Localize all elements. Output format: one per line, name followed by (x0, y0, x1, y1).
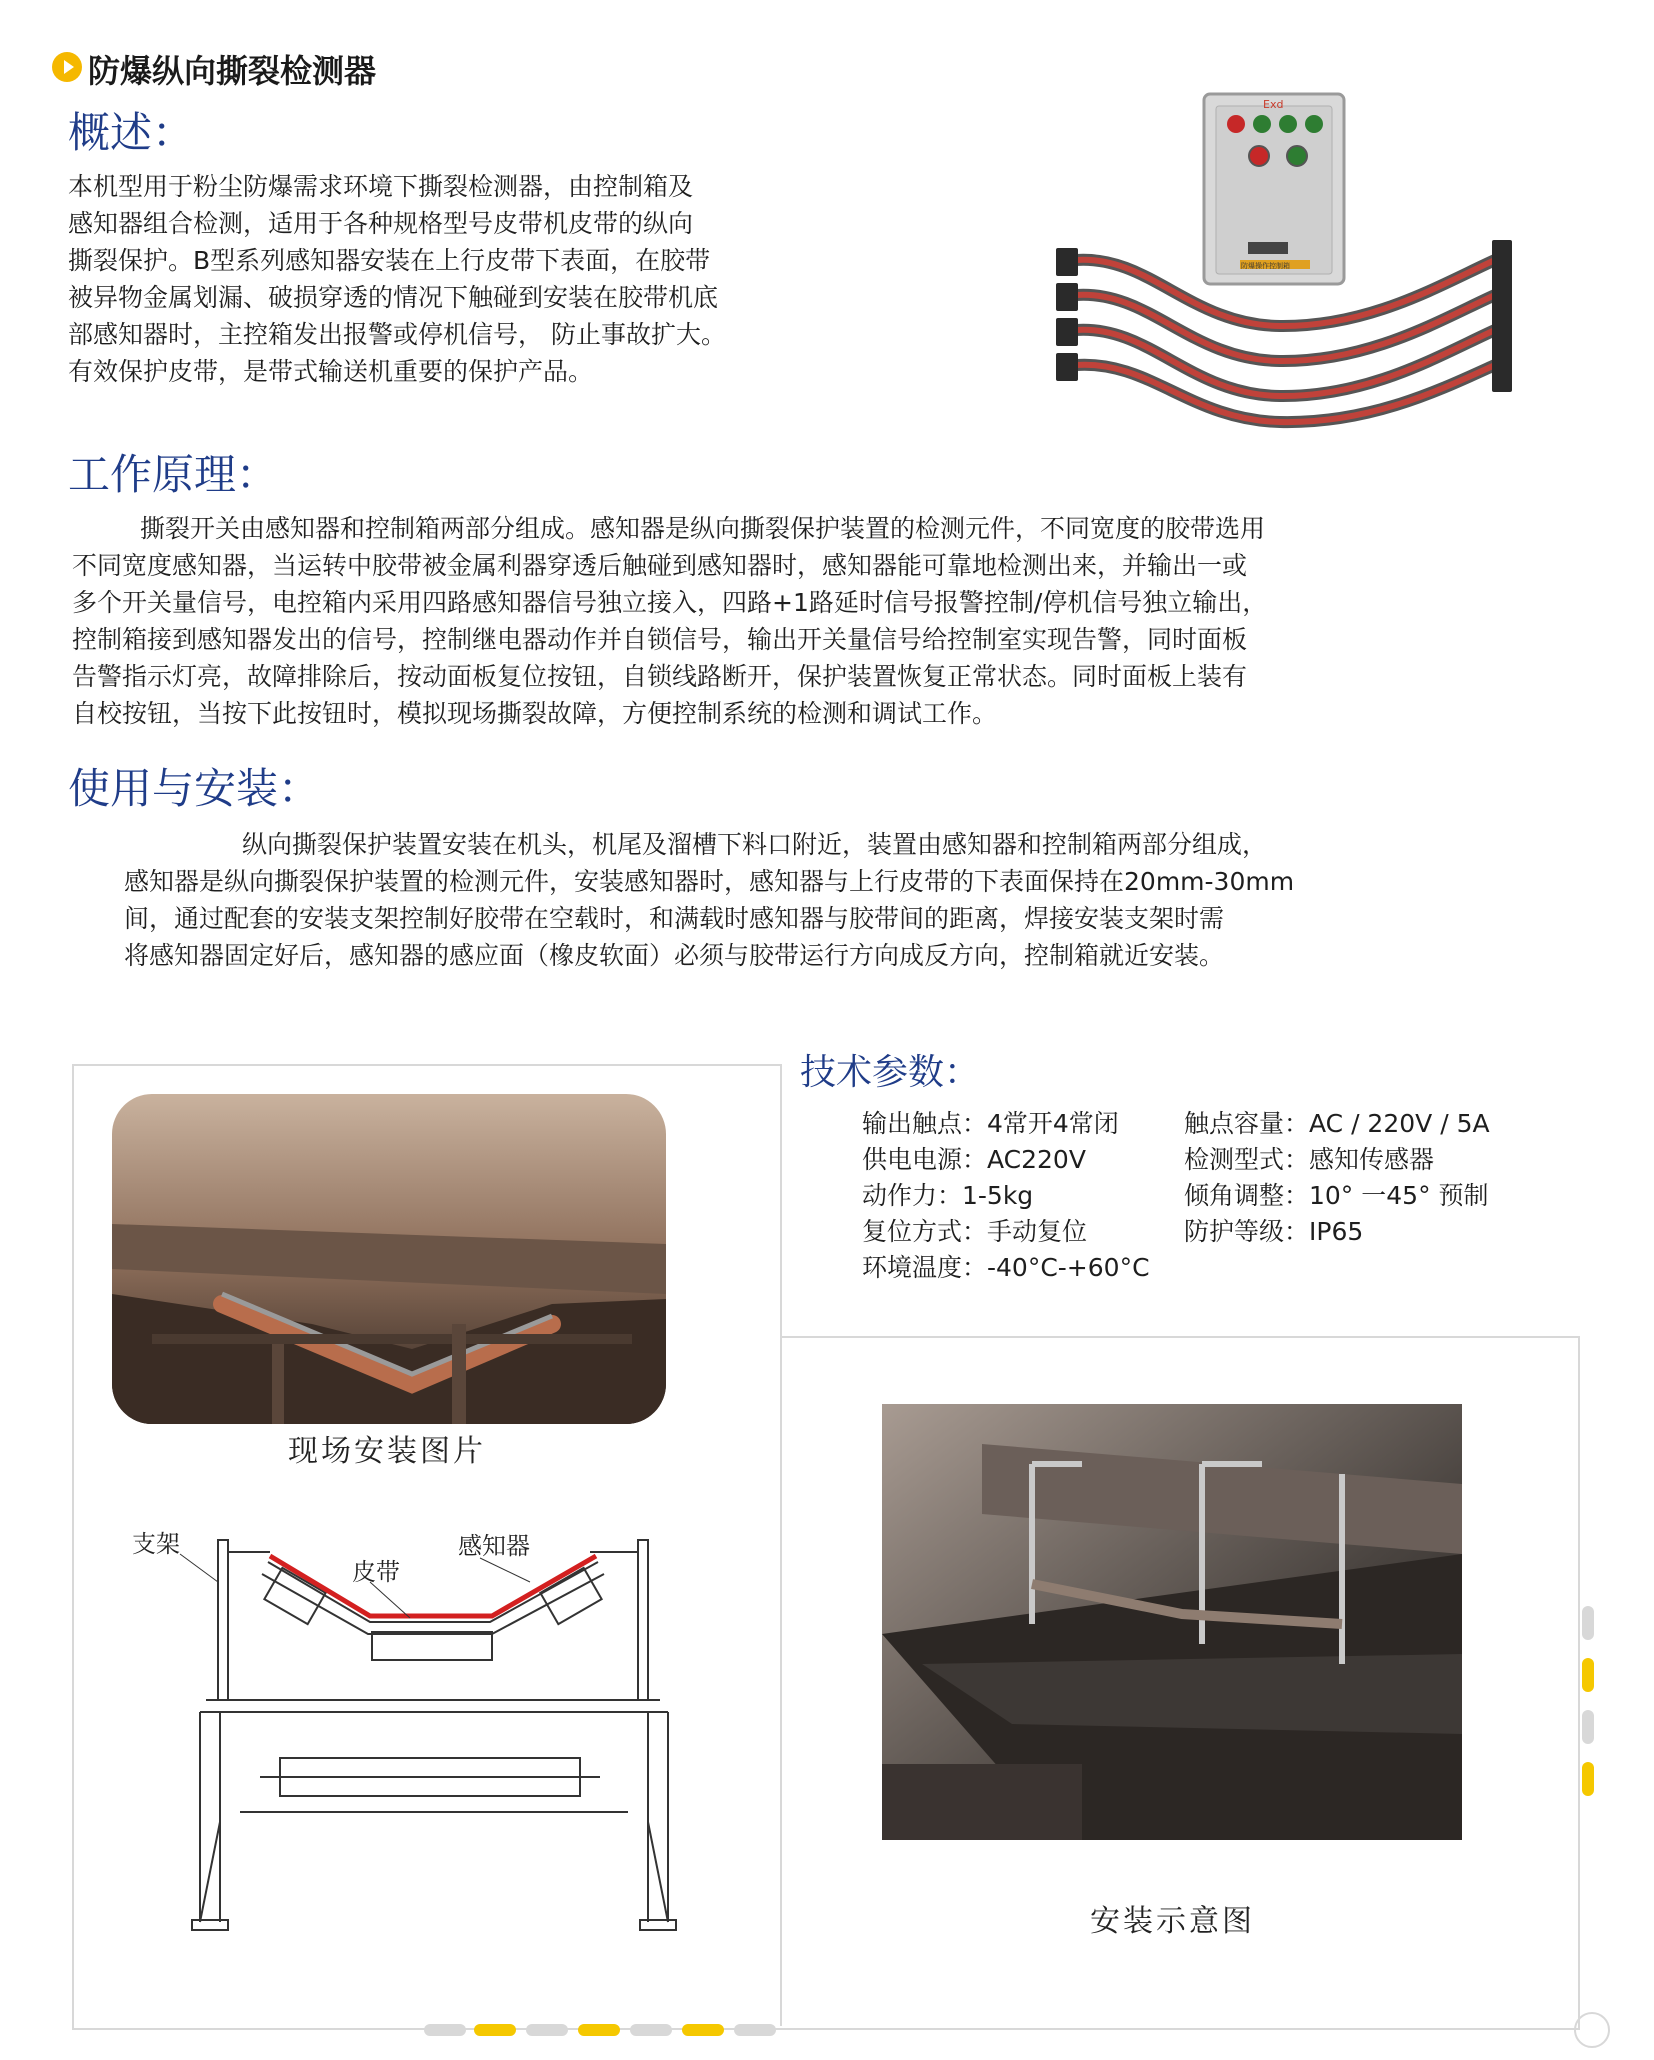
site-installation-photo (112, 1094, 666, 1424)
site-photo-caption: 现场安装图片 (288, 1434, 486, 1469)
bottom-dash-3 (526, 2024, 568, 2036)
bottom-dash-7 (734, 2024, 776, 2036)
mounting-diagram (120, 1522, 680, 1942)
side-dash-3 (1582, 1710, 1594, 1744)
box-plate-text: 防爆操作控制箱 (1241, 262, 1290, 270)
overview-text: 本机型用于粉尘防爆需求环境下撕裂检测器，由控制箱及 感知器组合检测，适用于各种规格型号皮带机皮带的纵向 撕裂保护。B型系列感知器安装在上行皮带下表面，在胶带 被异物金属划漏、破损穿透的情况下触碰到安装在胶带机底 部感知器时，主控箱发出报警或停机信号， 防止事故扩大。 有效保护皮带，是带式输送机重要的保护产品。 (68, 172, 726, 386)
bottom-dash-4 (578, 2024, 620, 2036)
product-image (1040, 90, 1530, 430)
page-title: 防爆纵向撕裂检测器 (88, 52, 377, 90)
specs-left-column: 输出触点：4常开4常闭 供电电源：AC220V 动作力：1-5kg 复位方式：手动复位 环境温度：-40°C-+60°C (862, 1109, 1150, 1282)
corner-circle (1574, 2012, 1610, 2048)
principle-text: 撕裂开关由感知器和控制箱两部分组成。感知器是纵向撕裂保护装置的检测元件，不同宽度的胶带选用 不同宽度感知器，当运转中胶带被金属利器穿透后触碰到感知器时，感知器能可靠地检测出来，并输出一或 多个开关量信号，电控箱内采用四路感知器信号独立接入，四路+1路延时信号报警控制/停机信号独立输出， 控制箱接到感知器发出的信号，控制继电器动作并自锁信号，输出开关量信号给控制室实现告警，同时面板 告警指示灯亮，故障排除后，按动面板复位按钮，自锁线路断开，保护装置恢复正常状态。同时面板上装有 自校按钮，当按下此按钮时，模拟现场撕裂故障，方便控制系统的检测和调试工作。 (72, 514, 1268, 728)
installation-heading: 使用与安装： (68, 764, 321, 813)
bottom-dash-1 (424, 2024, 466, 2036)
overview-heading: 概述： (68, 108, 195, 157)
side-dash-2 (1582, 1658, 1594, 1692)
bottom-dash-6 (682, 2024, 724, 2036)
box-label: Exd (1263, 98, 1284, 111)
bottom-dash-2 (474, 2024, 516, 2036)
title-bullet-icon (52, 52, 82, 82)
label-belt: 皮带 (352, 1558, 400, 1586)
label-sensor: 感知器 (458, 1532, 530, 1560)
specs-heading: 技术参数： (800, 1052, 981, 1093)
bottom-dash-5 (630, 2024, 672, 2036)
principle-heading: 工作原理： (68, 450, 279, 499)
installation-photo-caption: 安装示意图 (1090, 1904, 1255, 1939)
specs-right-column: 触点容量：AC / 220V / 5A 检测型式：感知传感器 倾角调整：10° 一45° 预制 防护等级：IP65 (1184, 1109, 1490, 1246)
side-dash-1 (1582, 1606, 1594, 1640)
label-bracket: 支架 (132, 1530, 180, 1558)
side-dash-4 (1582, 1762, 1594, 1796)
installation-text: 纵向撕裂保护装置安装在机头，机尾及溜槽下料口附近，装置由感知器和控制箱两部分组成， 感知器是纵向撕裂保护装置的检测元件，安装感知器时，感知器与上行皮带的下表面保持在20mm-30mm 间，通过配套的安装支架控制好胶带在空载时，和满载时感知器与胶带间的距离，焊接安装支架时需 将感知器固定好后，感知器的感应面（橡皮软面）必须与胶带运行方向成反方向，控制箱就近安装。 (124, 830, 1295, 970)
installation-photo (882, 1404, 1462, 1840)
